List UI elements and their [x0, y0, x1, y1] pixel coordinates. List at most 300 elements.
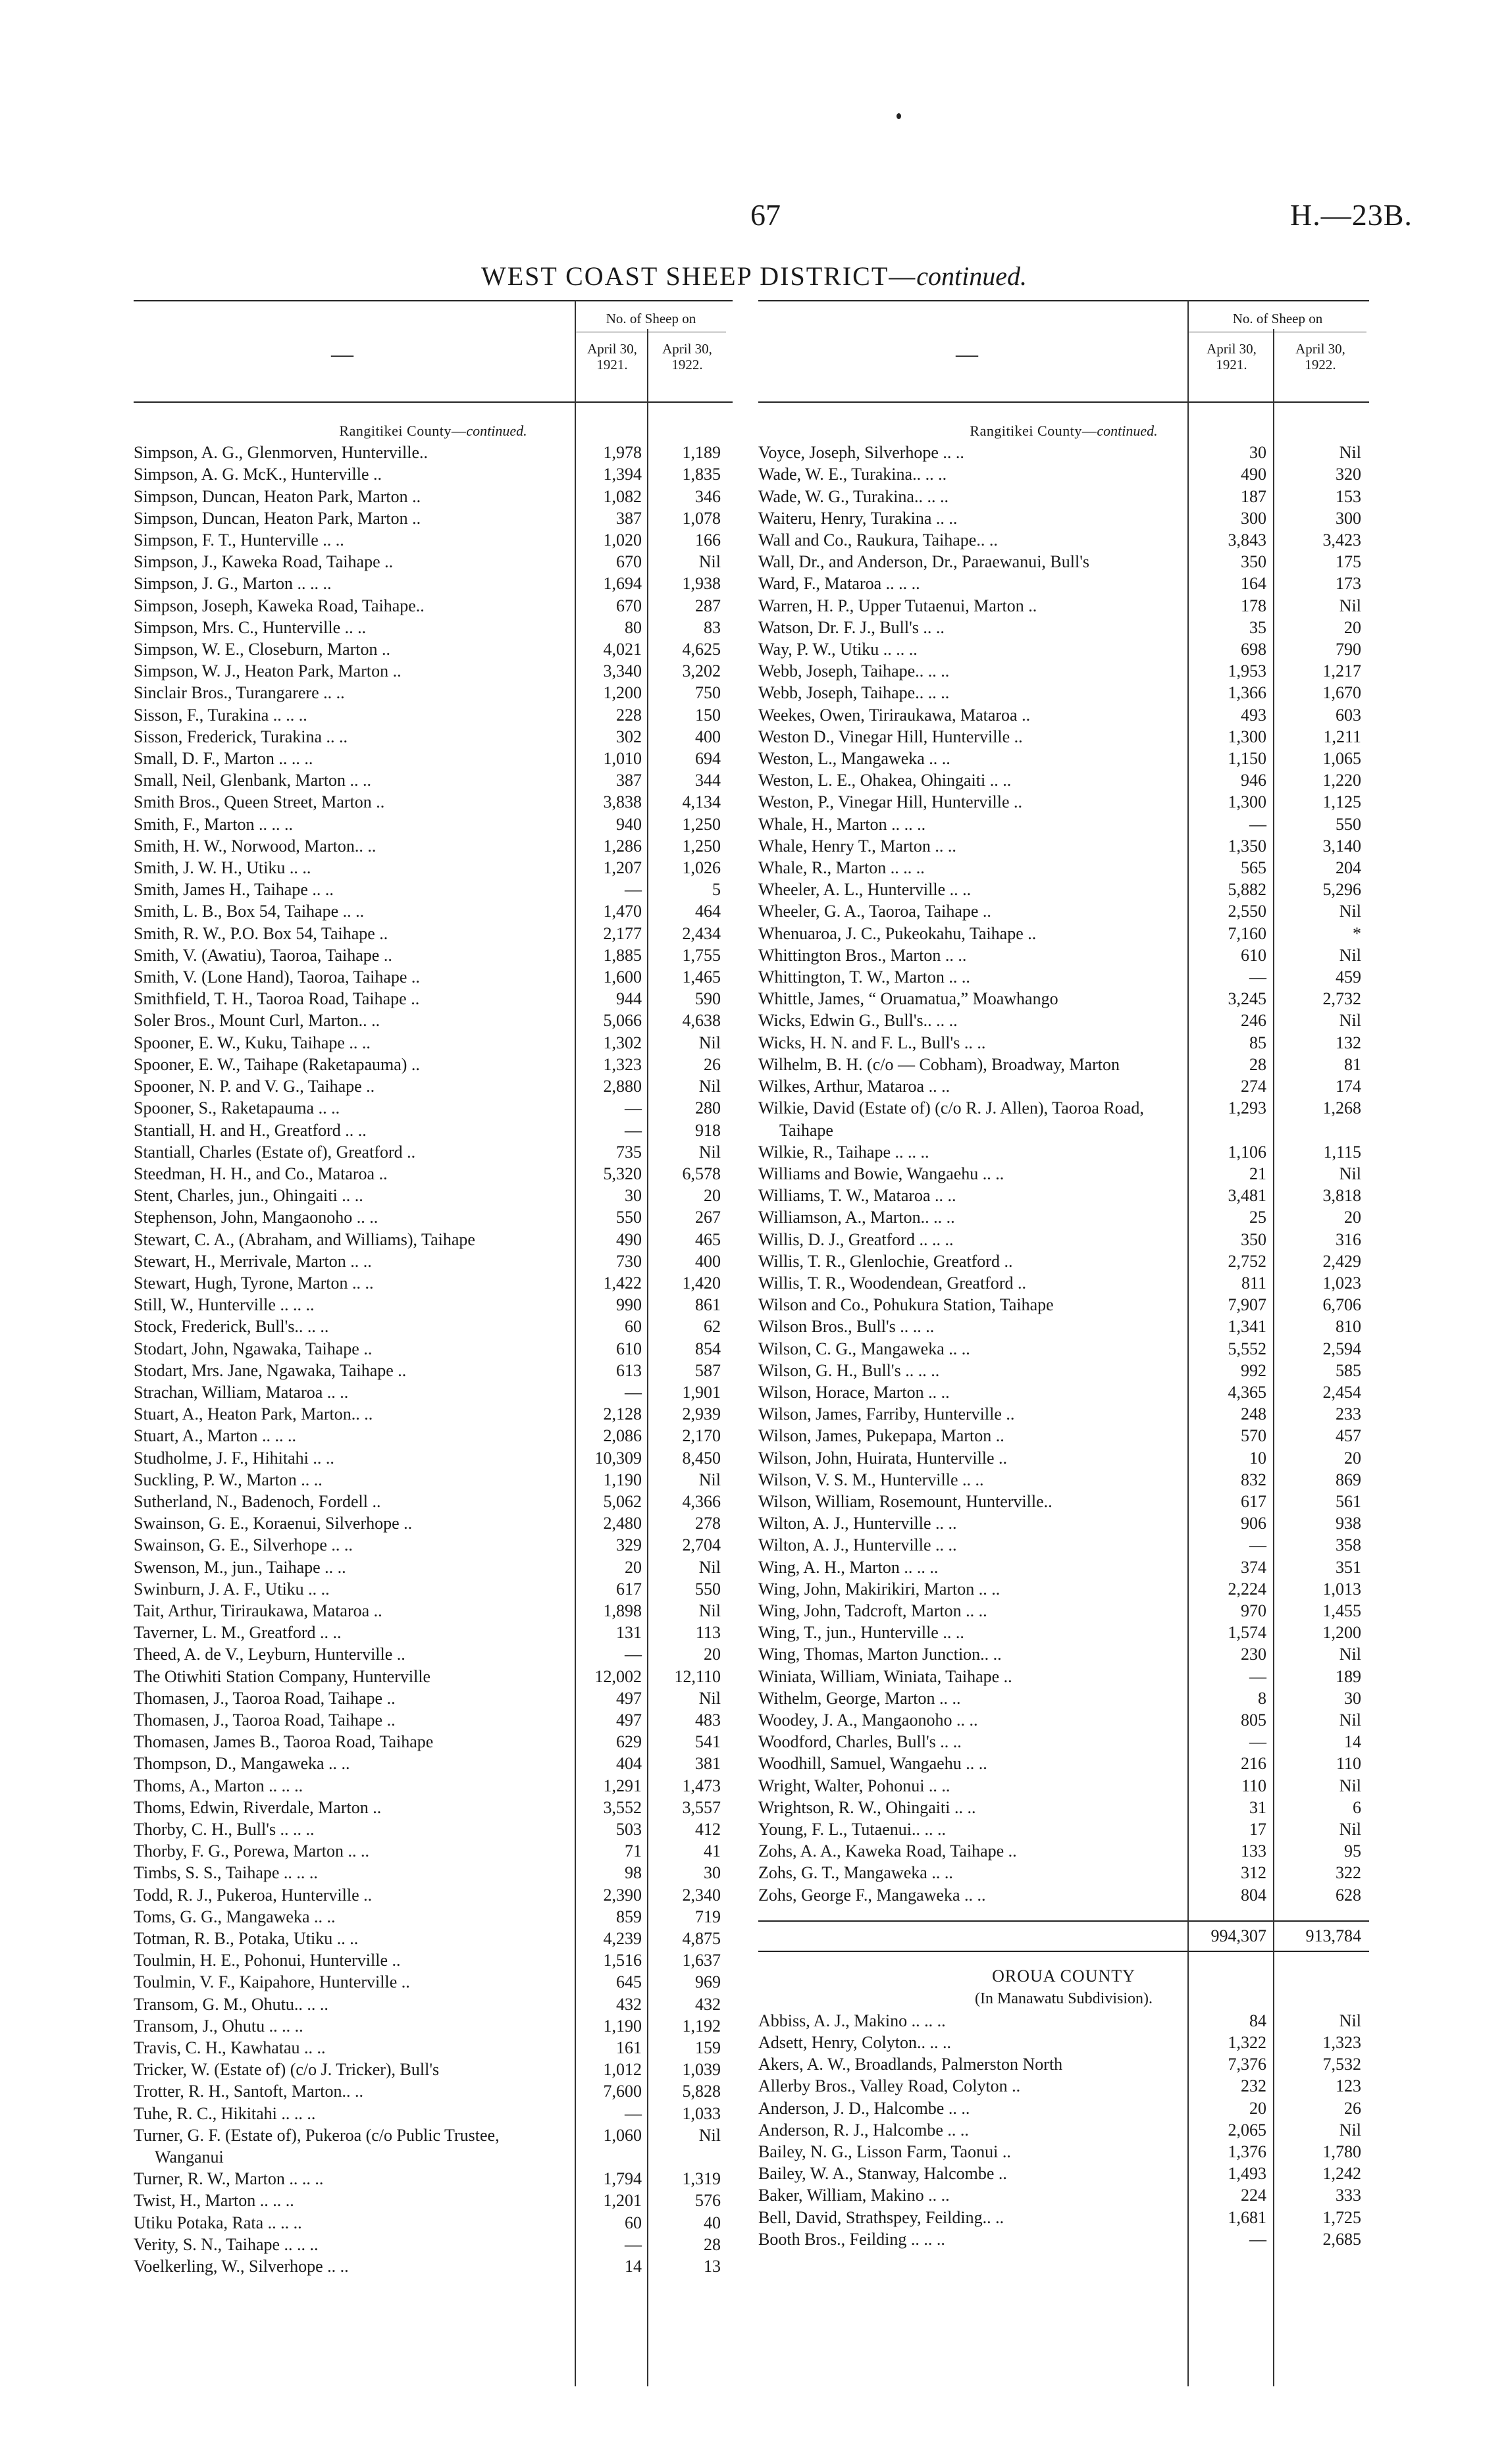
sheep-1922: 1,323 [1322, 2033, 1361, 2053]
owner-name: Wilson, C. G., Mangaweka .. .. [758, 1339, 970, 1358]
sheep-1921: 832 [1241, 1470, 1266, 1489]
sheep-1922: 603 [1336, 705, 1361, 725]
owner-name: Thoms, A., Marton .. .. .. [134, 1776, 303, 1795]
sheep-1921: 404 [616, 1754, 642, 1774]
sheep-1922: 1,200 [1322, 1623, 1361, 1643]
sheep-1922: 1,220 [1322, 771, 1361, 790]
table-row [758, 1425, 1369, 1447]
table-row [134, 1403, 733, 1425]
sheep-1922: 6 [1353, 1797, 1361, 1817]
sheep-1922: 1,033 [682, 2103, 721, 2123]
sheep-1921: 946 [1241, 771, 1266, 790]
sheep-1922: 400 [695, 1251, 721, 1271]
sheep-1921: 493 [1241, 705, 1266, 725]
sheep-1921: 5,062 [603, 1491, 642, 1511]
sheep-1921: 246 [1241, 1011, 1266, 1031]
table-row [134, 1622, 733, 1643]
column-rule [647, 329, 648, 2386]
owner-name: Anderson, R. J., Halcombe .. .. [758, 2120, 969, 2140]
sheep-1921: 617 [1241, 1491, 1266, 1511]
owner-name: Toulmin, H. E., Pohonui, Hunterville .. [134, 1951, 401, 1970]
table-row [758, 1403, 1369, 1425]
sheep-1922: 576 [695, 2191, 721, 2211]
owner-name: Woodey, J. A., Mangaonoho .. .. [758, 1710, 978, 1730]
sheep-1922: 1,420 [682, 1273, 721, 1293]
sheep-1922: 2,594 [1322, 1339, 1361, 1358]
sheep-1922: 41 [704, 1841, 721, 1861]
owner-name: Thorby, F. G., Porewa, Marton .. .. [134, 1841, 370, 1861]
table-row [134, 2124, 733, 2168]
owner-name: Simpson, Duncan, Heaton Park, Marton .. [134, 508, 421, 528]
sheep-1922: 590 [695, 989, 721, 1009]
sheep-1922: 351 [1336, 1557, 1361, 1577]
table-row [758, 966, 1369, 988]
sheep-1922: 1,192 [682, 2016, 721, 2036]
sheep-1922: 3,557 [682, 1797, 721, 1817]
section-heading: Rangitikei County—continued. [339, 423, 527, 439]
sheep-1921: 387 [616, 508, 642, 528]
table-row [134, 988, 733, 1010]
owner-name: Smithfield, T. H., Taoroa Road, Taihape .. [134, 989, 420, 1009]
sheep-1922: 561 [1336, 1491, 1361, 1511]
sheep-1922: 95 [1344, 1841, 1361, 1861]
sheep-1922: 153 [1336, 486, 1361, 506]
sheep-1922: 233 [1336, 1404, 1361, 1424]
owner-name: Simpson, F. T., Hunterville .. .. [134, 530, 344, 550]
header-dash: — [956, 342, 978, 367]
table-row [134, 638, 733, 660]
sheep-1922: 459 [1336, 967, 1361, 987]
table-row [134, 879, 733, 900]
table-row [758, 1556, 1369, 1578]
owner-name: Williamson, A., Marton.. .. .. [758, 1208, 955, 1227]
sheep-1922: 5,828 [682, 2082, 721, 2101]
sheep-1922: 1,637 [682, 1951, 721, 1970]
owner-name: Small, D. F., Marton .. .. .. [134, 749, 313, 769]
sheep-1921: 12,002 [594, 1666, 642, 1686]
sheep-1921: 2,177 [603, 923, 642, 943]
owner-name: Thoms, Edwin, Riverdale, Marton .. [134, 1797, 382, 1817]
sheep-1922: 1,026 [682, 858, 721, 878]
sheep-1922: 2,939 [682, 1404, 721, 1424]
table-row [758, 682, 1369, 704]
table-row [758, 1272, 1369, 1294]
section-heading: Rangitikei County—continued. [970, 423, 1158, 439]
sheep-1922: 7,532 [1322, 2055, 1361, 2074]
owner-name: Willis, D. J., Greatford .. .. .. [758, 1229, 954, 1249]
sheep-1921: 1,200 [603, 683, 642, 703]
sheep-1922: 1,901 [682, 1382, 721, 1402]
sheep-1921: 550 [616, 1208, 642, 1227]
sheep-1922: 1,670 [1322, 683, 1361, 703]
owner-name: Wing, Thomas, Marton Junction.. .. [758, 1645, 1002, 1664]
sheep-1921: 3,340 [603, 661, 642, 681]
table-row [758, 1360, 1369, 1381]
sheep-1921: 3,245 [1228, 989, 1266, 1009]
sheep-1922: Nil [698, 552, 721, 572]
sheep-1921: — [625, 1120, 642, 1140]
header-col-1921: April 30, 1921. [587, 341, 637, 372]
table-row [134, 1512, 733, 1534]
sheep-1922: 464 [695, 902, 721, 921]
owner-name: Theed, A. de V., Leyburn, Hunterville .. [134, 1645, 405, 1664]
table-row [758, 1709, 1369, 1731]
owner-name: Thompson, D., Mangaweka .. .. [134, 1754, 350, 1774]
sheep-1922: 969 [695, 1972, 721, 1992]
sheep-1922: 358 [1336, 1535, 1361, 1555]
table-row [758, 1818, 1369, 1840]
sheep-1921: 4,021 [603, 640, 642, 659]
owner-name: Taverner, L. M., Greatford .. .. [134, 1623, 342, 1643]
owner-name: Smith, V. (Lone Hand), Taoroa, Taihape .. [134, 967, 420, 987]
owner-name: Trotter, R. H., Santoft, Marton.. .. [134, 2082, 363, 2101]
sheep-1922: 3,423 [1322, 530, 1361, 550]
column-rule [575, 300, 576, 2386]
owner-name: Stantiall, Charles (Estate of), Greatford .. [134, 1142, 416, 1162]
sheep-1921: 178 [1241, 596, 1266, 615]
sheep-1922: Nil [1339, 1011, 1361, 1031]
owner-name: Wing, T., jun., Hunterville .. .. [758, 1623, 964, 1643]
owner-name: Bailey, N. G., Lisson Farm, Taonui .. [758, 2142, 1011, 2162]
table-row [758, 1206, 1369, 1228]
owner-name: Still, W., Hunterville .. .. .. [134, 1295, 315, 1315]
sheep-1922: 432 [695, 1994, 721, 2014]
owner-name: Wilson and Co., Pohukura Station, Taihape [758, 1295, 1054, 1315]
table-row [134, 1906, 733, 1928]
sheep-1921: 2,065 [1228, 2120, 1266, 2140]
table-row [134, 1666, 733, 1687]
owner-name: Wilhelm, B. H. (c/o — Cobham), Broadway, Marton [758, 1054, 1120, 1074]
sheep-1922: 628 [1336, 1885, 1361, 1905]
sheep-1921: 300 [1241, 508, 1266, 528]
table-row [758, 857, 1369, 879]
sheep-1922: 26 [1344, 2098, 1361, 2118]
sheep-1921: — [1249, 814, 1266, 834]
sheep-1922: Nil [1339, 2120, 1361, 2140]
table-row [758, 1687, 1369, 1709]
sheep-1922: 541 [695, 1732, 721, 1752]
table-row [134, 1862, 733, 1884]
table-row [134, 1949, 733, 1971]
sheep-1921: 187 [1241, 486, 1266, 506]
sheep-1921: 2,480 [603, 1514, 642, 1533]
table-row [134, 2037, 733, 2059]
sheep-1921: 161 [616, 2038, 642, 2058]
sheep-1921: 7,160 [1228, 923, 1266, 943]
sheep-1922: 550 [1336, 814, 1361, 834]
table-row [134, 2059, 733, 2080]
sheep-1921: 1,376 [1228, 2142, 1266, 2162]
table-row [758, 1600, 1369, 1622]
sheep-1922: 400 [695, 727, 721, 746]
table-row [134, 1687, 733, 1709]
table-row [758, 2032, 1369, 2053]
sheep-1921: 629 [616, 1732, 642, 1752]
owner-name: Wilson, Horace, Marton .. .. [758, 1382, 950, 1402]
sheep-1922: Nil [1339, 1820, 1361, 1839]
sheep-1921: 2,128 [603, 1404, 642, 1424]
sheep-1921: — [625, 880, 642, 900]
owner-name: Wing, John, Makirikiri, Marton .. .. [758, 1579, 1001, 1599]
table-row [134, 1185, 733, 1206]
right-column [758, 300, 1369, 2250]
sheep-1921: 970 [1241, 1601, 1266, 1620]
sheep-1921: 944 [616, 989, 642, 1009]
sheep-1922: 1,250 [682, 814, 721, 834]
sheep-1921: 1,207 [603, 858, 642, 878]
sheep-1921: 228 [616, 705, 642, 725]
owner-name: Voelkerling, W., Silverhope .. .. [134, 2257, 349, 2276]
table-row [134, 2255, 733, 2277]
table-row [134, 1381, 733, 1403]
sheep-1921: 230 [1241, 1645, 1266, 1664]
table-row [758, 1731, 1369, 1753]
owner-name: Stodart, John, Ngawaka, Taihape .. [134, 1339, 373, 1358]
table-row [758, 835, 1369, 857]
sheep-1922: 1,268 [1322, 1098, 1361, 1118]
sheep-1921: 60 [625, 1317, 642, 1337]
owner-name: Smith, James H., Taihape .. .. [134, 880, 334, 900]
sheep-1922: 4,625 [682, 640, 721, 659]
owner-name: Wicks, H. N. and F. L., Bull's .. .. [758, 1033, 986, 1052]
owner-name: Soler Bros., Mount Curl, Marton.. .. [134, 1011, 380, 1031]
owner-name: Withelm, George, Marton .. .. [758, 1688, 961, 1708]
owner-name: Webb, Joseph, Taihape.. .. .. [758, 683, 950, 703]
sheep-1922: 26 [704, 1054, 721, 1074]
owner-name: Sisson, F., Turakina .. .. .. [134, 705, 307, 725]
table-row [758, 769, 1369, 791]
owner-name: Stewart, Hugh, Tyrone, Marton .. .. [134, 1273, 374, 1293]
owner-name: The Otiwhiti Station Company, Hunterville [134, 1666, 431, 1686]
owner-name: Stewart, H., Merrivale, Marton .. .. [134, 1251, 372, 1271]
owner-name: Booth Bros., Feilding .. .. .. [758, 2229, 945, 2249]
document-reference: H.—23B. [1290, 198, 1413, 232]
table-row [134, 704, 733, 726]
owner-name: Turner, G. F. (Estate of), Pukeroa (c/o Public Trustee, Wanganui [134, 2125, 500, 2167]
owner-name: Simpson, W. J., Heaton Park, Marton .. [134, 661, 402, 681]
sheep-1921: 610 [1241, 945, 1266, 965]
sheep-1921: — [625, 2103, 642, 2123]
sheep-1922: 1,065 [1322, 749, 1361, 769]
header-col-1922: April 30, 1922. [662, 341, 712, 372]
table-row [134, 1556, 733, 1578]
sheep-1922: Nil [698, 2125, 721, 2145]
table-row [134, 2103, 733, 2124]
table-row [758, 1491, 1369, 1512]
owner-name: Timbs, S. S., Taihape .. .. .. [134, 1863, 318, 1883]
sheep-1921: 1,286 [603, 836, 642, 856]
table-row [134, 1250, 733, 1272]
sheep-1922: 278 [695, 1514, 721, 1533]
table-row [758, 1163, 1369, 1185]
owner-name: Whittington, T. W., Marton .. .. [758, 967, 970, 987]
table-row [758, 595, 1369, 617]
sheep-1921: 490 [616, 1229, 642, 1249]
owner-name: Totman, R. B., Potaka, Utiku .. .. [134, 1929, 359, 1949]
table-row [134, 813, 733, 835]
sheep-1922: 694 [695, 749, 721, 769]
sheep-1922: 2,704 [682, 1535, 721, 1555]
sheep-1922: 81 [1344, 1054, 1361, 1074]
sheep-1922: 287 [695, 596, 721, 615]
sheep-1922: 12,110 [674, 1666, 721, 1686]
table-row [758, 660, 1369, 682]
sheep-1922: 123 [1336, 2076, 1361, 2096]
sheep-1922: 1,115 [1323, 1142, 1361, 1162]
sheep-1922: 4,875 [682, 1929, 721, 1949]
sheep-1922: 918 [695, 1120, 721, 1140]
table-row [134, 791, 733, 813]
sheep-1921: 5,882 [1228, 880, 1266, 900]
owner-name: Wilson, James, Farriby, Hunterville .. [758, 1404, 1015, 1424]
sheep-1921: 7,600 [603, 2082, 642, 2101]
table-row [134, 1447, 733, 1469]
column-rule [1187, 300, 1189, 2386]
sheep-1921: 224 [1241, 2186, 1266, 2205]
sheep-1922: 20 [1344, 1448, 1361, 1468]
sheep-1921: 730 [616, 1251, 642, 1271]
sheep-1922: 4,366 [682, 1491, 721, 1511]
table-row [758, 2141, 1369, 2163]
table-row [758, 507, 1369, 529]
sheep-1921: 804 [1241, 1885, 1266, 1905]
owner-name: Willis, T. R., Glenlochie, Greatford .. [758, 1251, 1013, 1271]
sheep-1921: 84 [1249, 2011, 1266, 2030]
owner-name: Verity, S. N., Taihape .. .. .. [134, 2234, 319, 2254]
table-row [134, 1294, 733, 1316]
table-row [134, 1928, 733, 1949]
sheep-1922: 1,211 [1323, 727, 1361, 746]
sheep-1922: 174 [1336, 1077, 1361, 1096]
sheep-1921: 14 [625, 2257, 642, 2276]
sheep-1921: 1,681 [1228, 2207, 1266, 2227]
sheep-1922: 13 [704, 2257, 721, 2276]
table-row [758, 1643, 1369, 1665]
sheep-1922: 1,217 [1322, 661, 1361, 681]
table-row [758, 1512, 1369, 1534]
sheep-1922: 412 [695, 1820, 721, 1839]
owner-name: Wilkie, David (Estate of) (c/o R. J. Allen), Taoroa Road, Taihape [758, 1098, 1144, 1140]
table-row [134, 617, 733, 638]
sheep-1921: 1,291 [603, 1776, 642, 1795]
table-row [758, 529, 1369, 551]
sheep-1922: 150 [695, 705, 721, 725]
sheep-1921: — [1249, 1732, 1266, 1752]
table-row [758, 2075, 1369, 2097]
owner-name: Wilson, William, Rosemount, Hunterville.. [758, 1491, 1053, 1511]
sheep-1921: — [1249, 1666, 1266, 1686]
sheep-1922: 1,780 [1322, 2142, 1361, 2162]
sheep-1922: 166 [695, 530, 721, 550]
sheep-1921: 617 [616, 1579, 642, 1599]
sheep-1921: 1,293 [1228, 1098, 1266, 1118]
sheep-1922: 550 [695, 1579, 721, 1599]
table-row [134, 1469, 733, 1491]
sheep-1922: 267 [695, 1208, 721, 1227]
sheep-1922: 2,340 [682, 1885, 721, 1905]
owner-name: Wilson, James, Pukepapa, Marton .. [758, 1426, 1004, 1446]
owner-name: Todd, R. J., Pukeroa, Hunterville .. [134, 1885, 373, 1905]
table-row [134, 2234, 733, 2255]
table-row [758, 726, 1369, 748]
sheep-1922: 20 [704, 1645, 721, 1664]
sheep-1922: 465 [695, 1229, 721, 1249]
sheep-1922: 2,429 [1322, 1251, 1361, 1271]
table-row [758, 988, 1369, 1010]
sheep-1921: 25 [1249, 1208, 1266, 1227]
section-subheading: (In Manawatu Subdivision). [975, 1989, 1153, 2007]
sheep-1922: Nil [1339, 596, 1361, 615]
table-row [134, 923, 733, 944]
table-row [758, 617, 1369, 638]
sheep-1922: 30 [704, 1863, 721, 1883]
sheep-1922: 3,140 [1322, 836, 1361, 856]
table-row [758, 2184, 1369, 2206]
table-row [134, 1206, 733, 1228]
table-row [134, 2015, 733, 2037]
sheep-1921: 1,302 [603, 1033, 642, 1052]
sheep-1921: 1,516 [603, 1951, 642, 1970]
sheep-1922: 333 [1336, 2186, 1361, 2205]
owner-name: Thomasen, James B., Taoroa Road, Taihape [134, 1732, 434, 1752]
sheep-1921: 1,493 [1228, 2164, 1266, 2184]
sheep-1922: 938 [1336, 1514, 1361, 1533]
sheep-1921: 1,201 [603, 2191, 642, 2211]
sheep-1921: 31 [1249, 1797, 1266, 1817]
owner-name: Whittington Bros., Marton .. .. [758, 945, 967, 965]
right-table-header [758, 300, 1369, 403]
sheep-1922: 344 [695, 771, 721, 790]
sheep-1921: 80 [625, 617, 642, 637]
owner-name: Akers, A. W., Broadlands, Palmerston North [758, 2055, 1063, 2074]
sheep-1922: 6,578 [682, 1164, 721, 1183]
sheep-1922: Nil [698, 1688, 721, 1708]
sheep-1922: 5,296 [1322, 880, 1361, 900]
table-row [758, 1884, 1369, 1906]
sheep-1922: Nil [1339, 1776, 1361, 1795]
table-row [758, 1054, 1369, 1075]
owner-name: Simpson, Joseph, Kaweka Road, Taihape.. [134, 596, 425, 615]
table-row [758, 1032, 1369, 1054]
sheep-1922: 1,938 [682, 574, 721, 594]
sheep-1921: 2,752 [1228, 1251, 1266, 1271]
owner-name: Stuart, A., Heaton Park, Marton.. .. [134, 1404, 373, 1424]
sheep-1921: 565 [1241, 858, 1266, 878]
owner-name: Strachan, William, Mataroa .. .. [134, 1382, 349, 1402]
sheep-1921: 5,066 [603, 1011, 642, 1031]
table-row [758, 1666, 1369, 1687]
sheep-1922: 3,818 [1322, 1186, 1361, 1206]
sheep-1921: 1,574 [1228, 1623, 1266, 1643]
sheep-1922: 159 [695, 2038, 721, 2058]
table-row [758, 1840, 1369, 1862]
owner-name: Ward, F., Mataroa .. .. .. [758, 574, 920, 594]
sheep-1922: 1,023 [1322, 1273, 1361, 1293]
sheep-1921: — [625, 2234, 642, 2254]
owner-name: Anderson, J. D., Halcombe .. .. [758, 2098, 970, 2118]
section-heading: OROUA COUNTY [992, 1966, 1135, 1986]
owner-name: Weston, P., Vinegar Hill, Hunterville .. [758, 792, 1022, 812]
owner-name: Wade, W. E., Turakina.. .. .. [758, 465, 947, 484]
owner-name: Tricker, W. (Estate of) (c/o J. Tricker), Bull's [134, 2060, 440, 2080]
sheep-1922: Nil [1339, 1164, 1361, 1183]
table-row [134, 595, 733, 617]
sheep-1922: 1,125 [1322, 792, 1361, 812]
table-row [134, 2168, 733, 2190]
table-row [134, 1534, 733, 1556]
sheep-1921: 610 [616, 1339, 642, 1358]
owner-name: Spooner, E. W., Taihape (Raketapauma) .. [134, 1054, 420, 1074]
